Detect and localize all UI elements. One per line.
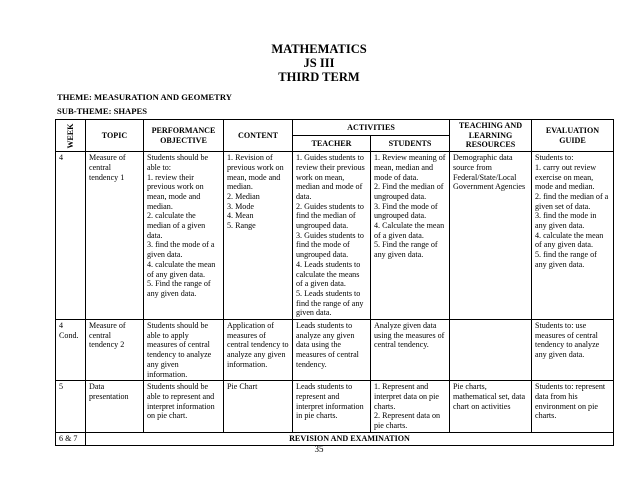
resources-line: Pie charts, mathematical set, data chart on activities	[453, 382, 526, 411]
sub-theme-label: SUB-THEME: SHAPES	[57, 106, 148, 116]
table-row	[56, 320, 614, 381]
evaluation-line: 5. find the range of any given data.	[535, 250, 597, 269]
content-line: 1. Revision of previous work on mean, mode and median.	[227, 153, 284, 192]
teacher-line: Leads students to analyze any given data using the measures of central tendency.	[296, 321, 359, 369]
teacher-line: 1. Guides students to review their previous work on mean, median and mode of data.	[296, 153, 365, 201]
teacher-cell	[293, 381, 371, 433]
scheme-of-work-table	[55, 119, 614, 446]
content-line: 3. Mode	[227, 201, 254, 211]
objective-line: Students should be able to represent and interpret information on pie chart.	[147, 382, 215, 421]
objective-line: 2. calculate the median of a given data.	[147, 211, 206, 240]
teacher-line: 3. Guides students to find the mode of ungrouped data.	[296, 230, 364, 260]
topic-cell: Measure of central tendency 2	[86, 320, 144, 381]
evaluation-cell	[532, 320, 614, 381]
objective-line: 1. review their previous work on mean, mode and median.	[147, 172, 204, 211]
teacher-line: Leads students to represent and interpret information in pie charts.	[296, 382, 364, 421]
week-cell: 4	[56, 152, 86, 320]
evaluation-line: 2. find the median of a given set of data.	[535, 191, 609, 211]
objective-column-header: PERFORMANCE OBJECTIVE	[144, 120, 224, 152]
content-line: Pie Chart	[227, 382, 258, 392]
content-line: 5. Range	[227, 221, 256, 231]
resources-cell	[450, 152, 532, 320]
subject-title: MATHEMATICS	[271, 42, 367, 56]
resources-cell	[450, 320, 532, 381]
evaluation-line: 3. find the mode in any given data.	[535, 211, 597, 231]
students-cell	[371, 152, 450, 320]
students-cell	[371, 381, 450, 433]
theme-label: THEME: MEASURATION AND GEOMETRY	[57, 92, 233, 102]
objective-line: 4. calculate the mean of any given data.	[147, 259, 216, 279]
objective-cell	[144, 152, 224, 320]
teacher-line: 2. Guides students to find the median of ungrouped data.	[296, 201, 364, 231]
students-line: 4. Calculate the mean of a given data.	[374, 221, 445, 240]
students-line: 2. Find the median of ungrouped data.	[374, 182, 444, 201]
week-cell: 4 Cond.	[56, 320, 86, 381]
evaluation-cell	[532, 381, 614, 433]
content-line: Application of measures of central tendency to analyze any given information.	[227, 321, 289, 369]
week-cell: 5	[56, 381, 86, 433]
students-cell	[371, 320, 450, 381]
topic-column-header: TOPIC	[86, 120, 144, 152]
evaluation-line: Students to: use measures of central tendency to analyze any given data.	[535, 321, 600, 360]
resources-line: Demographic data source from Federal/State/Local Government Agencies	[453, 153, 526, 192]
evaluation-cell	[532, 152, 614, 320]
objective-cell	[144, 381, 224, 433]
teacher-cell	[293, 152, 371, 320]
students-column-header: STUDENTS	[371, 136, 450, 152]
teacher-cell	[293, 320, 371, 381]
content-line: 4. Mean	[227, 211, 254, 221]
evaluation-line: Students to:	[535, 153, 574, 163]
content-column-header: CONTENT	[224, 120, 293, 152]
content-line: 2. Median	[227, 191, 260, 201]
students-line: 3. Find the mode of ungrouped data.	[374, 201, 438, 221]
students-line: Analyze given data using the measures of central tendency.	[374, 321, 445, 350]
week-column-header: WEEK	[56, 120, 86, 152]
content-cell	[224, 381, 293, 433]
topic-cell: Measure of central tendency 1	[86, 152, 144, 320]
resources-column-header: TEACHING AND LEARNING RESOURCES	[450, 120, 532, 152]
teacher-column-header: TEACHER	[293, 136, 371, 152]
revision-examination-cell: REVISION AND EXAMINATION	[86, 432, 614, 445]
students-line: 1. Represent and interpret data on pie charts.	[374, 382, 439, 411]
table-row	[56, 381, 614, 433]
objective-line: 3. find the mode of a given data.	[147, 240, 215, 260]
objective-line: 5. Find the range of any given data.	[147, 279, 211, 298]
objective-line: Students should be able to:	[147, 153, 209, 172]
objective-cell	[144, 320, 224, 381]
evaluation-line: Students to: represent data from his environment on pie charts.	[535, 382, 606, 421]
students-line: 2. Represent data on pie charts.	[374, 411, 441, 431]
evaluation-line: 1. carry out review exercise on mean, mode and median.	[535, 162, 597, 192]
evaluation-column-header: EVALUATION GUIDE	[532, 120, 614, 152]
class-title: JS III	[303, 56, 335, 70]
activities-column-header: ACTIVITIES	[293, 120, 450, 136]
term-title: THIRD TERM	[278, 70, 360, 84]
evaluation-line: 4. calculate the mean of any given data.	[535, 230, 604, 250]
content-cell	[224, 320, 293, 381]
content-cell	[224, 152, 293, 320]
resources-cell	[450, 381, 532, 433]
students-line: 1. Review meaning of mean, median and mode of data.	[374, 153, 446, 182]
teacher-line: 4. Leads students to calculate the means of a given data.	[296, 259, 361, 289]
final-row-week: 6 & 7	[56, 432, 86, 445]
teacher-line: 5. Leads students to find the range of any given data.	[296, 288, 364, 318]
objective-line: Students should be able to apply measures of central tendency to analyze any given information.	[147, 321, 212, 379]
page-number: 35	[314, 444, 324, 454]
table-row	[56, 152, 614, 320]
topic-cell: Data presentation	[86, 381, 144, 433]
students-line: 5. Find the range of any given data.	[374, 240, 438, 260]
